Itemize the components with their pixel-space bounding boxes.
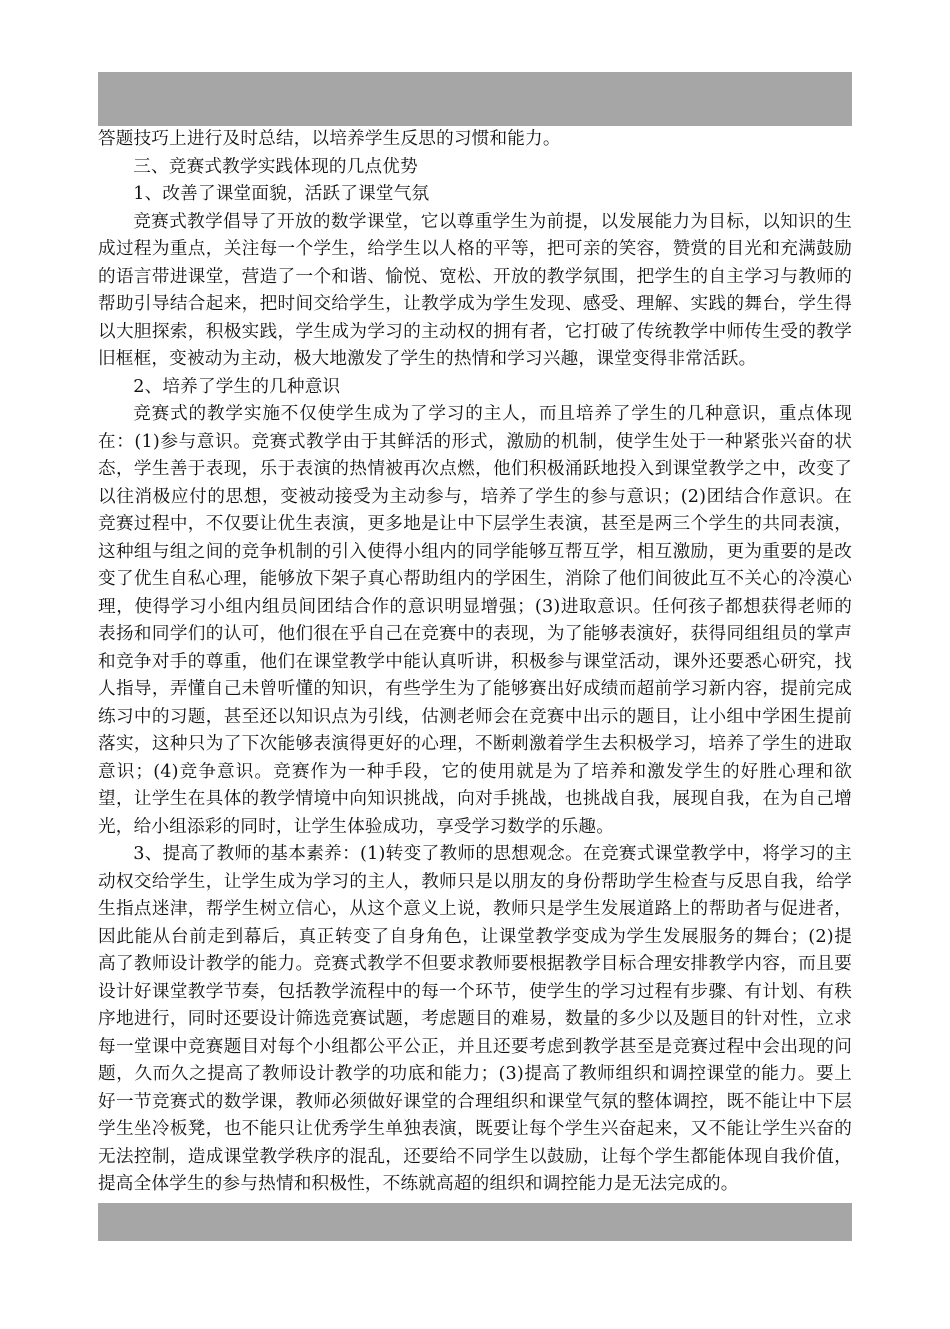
footer-band <box>98 1203 852 1241</box>
paragraph-continuation: 答题技巧上进行及时总结，以培养学生反思的习惯和能力。 <box>98 129 561 149</box>
subheading-classroom: 1、改善了课堂面貌，活跃了课堂气氛 <box>133 184 430 204</box>
paragraph-teacher-quality: 3、提高了教师的基本素养：(1)转变了教师的思想观念。在竞赛式课堂教学中，将学习的主动权交给学生，让学生成为学习的主人，教师只是以朋友的身份帮助学生检查与反思自我，给学生指点迷津，帮学生树立信心，从这个意义上说，教师只是学生发展道路上的帮助者与促进者，因此能从台前走到幕后，真正转变了自身角色，让课堂教学变成为学生发展服务的舞台；(2)提高了教师设计教学的能力。竞赛式教学不但要求教师要根据教学目标合理安排教学内容，而且要设计好课堂教学节奏，包括教学流程中的每一个环节，使学生的学习过程有步骤、有计划、有秩序地进行，同时还要设计筛选竞赛试题，考虑题目的难易，数量的多少以及题目的针对性，立求每一堂课中竞赛题目对每个小组都公平公正，并且还要考虑到教学甚至是竞赛过程中会出现的问题，久而久之提高了教师设计教学的功底和能力；(3)提高了教师组织和调控课堂的能力。要上好一节竞赛式的数学课，教师必须做好课堂的合理组织和课堂气氛的整体调控，既不能让中下层学生坐冷板凳，也不能只让优秀学生单独表演，既要让每个学生兴奋起来，又不能让学生兴奋的无法控制，造成课堂教学秩序的混乱，还要给不同学生以鼓励，让每个学生都能体现自我价值，提高全体学生的参与热情和积极性，不练就高超的组织和调控能力是无法完成的。 <box>98 844 852 1194</box>
section-heading-advantages: 三、竞赛式教学实践体现的几点优势 <box>133 156 418 177</box>
header-band <box>98 72 852 126</box>
subheading-awareness: 2、培养了学生的几种意识 <box>133 376 341 397</box>
paragraph-classroom: 竞赛式教学倡导了开放的数学课堂，它以尊重学生为前提，以发展能力为目标，以知识的生成过程为重点，关注每一个学生，给学生以人格的平等，把可亲的笑容，赞赏的目光和充满鼓励的语言带进课堂，营造了一个和谐、愉悦、宽松、开放的教学氛围，把学生的自主学习与教师的帮助引导结合起来，把时间交给学生，让教学成为学生发现、感受、理解、实践的舞台，学生得以大胆探索，积极实践，学生成为学习的主动权的拥有者，它打破了传统教学中师传生受的教学旧框框，变被动为主动，极大地激发了学生的热情和学习兴趣，课堂变得非常活跃。 <box>98 211 852 369</box>
paragraph-awareness: 竞赛式的教学实施不仅使学生成为了学习的主人，而且培养了学生的几种意识，重点体现在：(1)参与意识。竞赛式教学由于其鲜活的形式，激励的机制，使学生处于一种紧张兴奋的状态，学生善于表现，乐于表演的热情被再次点燃，他们积极涌跃地投入到课堂教学之中，改变了以往消极应付的思想，变被动接受为主动参与，培养了学生的参与意识；(2)团结合作意识。在竞赛过程中，不仅要让优生表演，更多地是让中下层学生表演，甚至是两三个学生的共同表演，这种组与组之间的竞争机制的引入使得小组内的同学能够互帮互学，相互激励，更为重要的是改变了优生自私心理，能够放下架子真心帮助组内的学困生，消除了他们间彼此互不关心的冷漠心理，使得学习小组内组员间团结合作的意识明显增强；(3)进取意识。任何孩子都想获得老师的表扬和同学们的认可，他们很在乎自己在竞赛中的表现，为了能够表演好，获得同组组员的掌声和竞争对手的尊重，他们在课堂教学中能认真听讲，积极参与课堂活动，课外还要悉心研究，找人指导，弄懂自己未曾听懂的知识，有些学生为了能够赛出好成绩而超前学习新内容，提前完成练习中的习题，甚至还以知识点为引线，估测老师会在竞赛中出示的题目，让小组中学困生提前落实，这种只为了下次能够表演得更好的心理，不断刺激着学生去积极学习，培养了学生的进取意识；(4)竞争意识。竞赛作为一种手段，它的使用就是为了培养和激发学生的好胜心理和欲望，让学生在具体的教学情境中向知识挑战，向对手挑战，也挑战自我，展现自我，在为自己增光，给小组添彩的同时，让学生体验成功，享受学习数学的乐趣。 <box>98 404 852 837</box>
document-body <box>98 126 852 1199</box>
